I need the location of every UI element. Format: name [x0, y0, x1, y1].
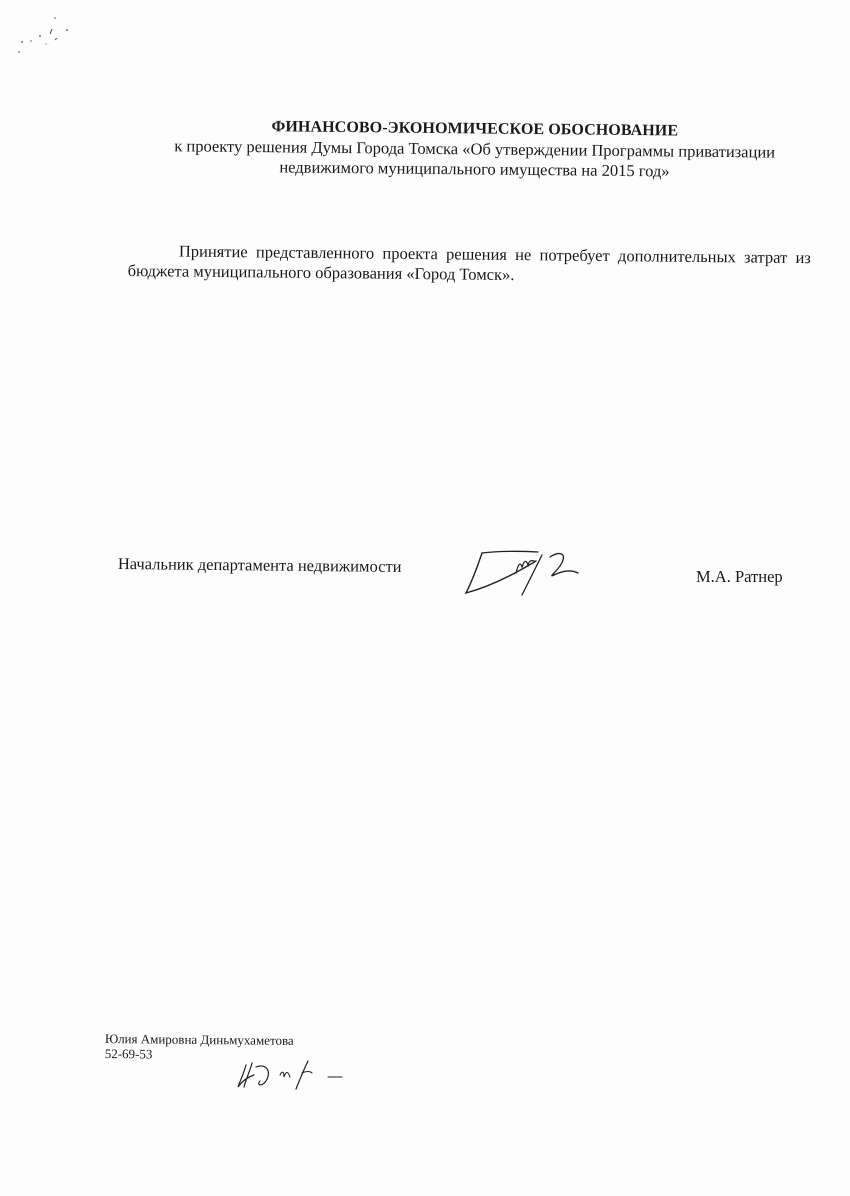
executor-name: Юлия Амировна Диньмухаметова: [104, 1031, 294, 1048]
document-title: ФИНАНСОВО-ЭКОНОМИЧЕСКОЕ ОБОСНОВАНИЕ: [271, 118, 679, 140]
signatory-position: Начальник департамента недвижимости: [117, 554, 402, 576]
document-subtitle-line-2: недвижимого муниципального имущества на 2015 год»: [279, 157, 670, 181]
signature-executor: [232, 1055, 347, 1093]
signatory-name: М.А. Ратнер: [696, 567, 783, 586]
body-paragraph: Принятие представленного проекта решения не потребует дополнительных затрат из бюджета муниципального образования «Город Томск».: [127, 241, 811, 284]
signature-main: [458, 543, 588, 603]
document-subtitle-line-1: к проекту решения Думы Города Томска «Об утверждении Программы приватизации: [174, 136, 776, 162]
scan-specks: [10, 14, 80, 59]
document-heading: [149, 116, 800, 183]
executor-phone: 52-69-53: [104, 1045, 153, 1062]
